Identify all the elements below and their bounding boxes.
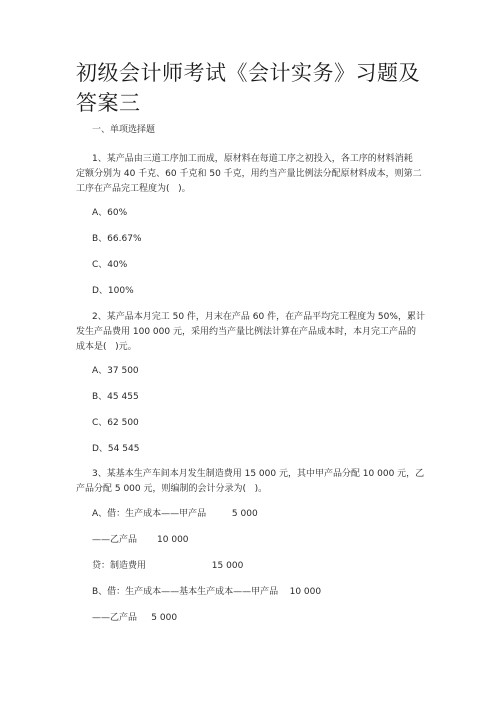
question-3-option-a-line-2: ——乙产品 10 000 [92,535,189,545]
section-heading: 一、单项选择题 [92,125,156,135]
question-2-line-2: 发生产品费用 100 000 元，采用约当产量比例法计算在产品成本时，本月完工产品的 [76,327,416,337]
question-1-line-1: 1、某产品由三道工序加工而成，原材料在每道工序之初投入，各工序的材料消耗 [92,154,413,164]
question-1-option-b: B、66.67% [92,234,142,244]
question-1-line-2: 定额分别为 40 千克、60 千克和 50 千克，用约当产量比例法分配原材料成本，则第二 [76,169,422,179]
question-2-line-1: 2、某产品本月完工 50 件，月末在产品 60 件，在产品平均完工程度为 50%，累计 [92,312,425,322]
question-3-option-a-line-3: 贷：制造费用 15 000 [92,561,244,571]
question-1-line-3: 工序在产品完工程度为( )。 [76,184,191,194]
question-3-option-a-line-1: A、借：生产成本——甲产品 5 000 [92,509,258,519]
question-1-option-c: C、40% [92,260,128,270]
question-3-line-1: 3、某基本生产车间本月发生制造费用 15 000 元，其中甲产品分配 10 000 元，乙 [92,469,425,479]
question-1-option-d: D、100% [92,286,134,296]
question-2-line-3: 成本是( )元。 [76,342,137,352]
question-2-option-b: B、45 455 [92,392,139,402]
question-3-line-2: 产品分配 5 000 元，则编制的会计分录为( )。 [76,484,268,494]
question-2-option-a: A、37 500 [92,366,139,376]
question-2-option-d: D、54 545 [92,444,140,454]
question-2-option-c: C、62 500 [92,418,139,428]
document-title: 初级会计师考试《会计实务》习题及答案三 [76,61,420,115]
question-3-option-b-line-1: B、借：生产成本——基本生产成本——甲产品 10 000 [92,587,322,597]
question-3-option-b-line-2: ——乙产品 5 000 [92,613,178,623]
question-1-option-a: A、60% [92,208,128,218]
